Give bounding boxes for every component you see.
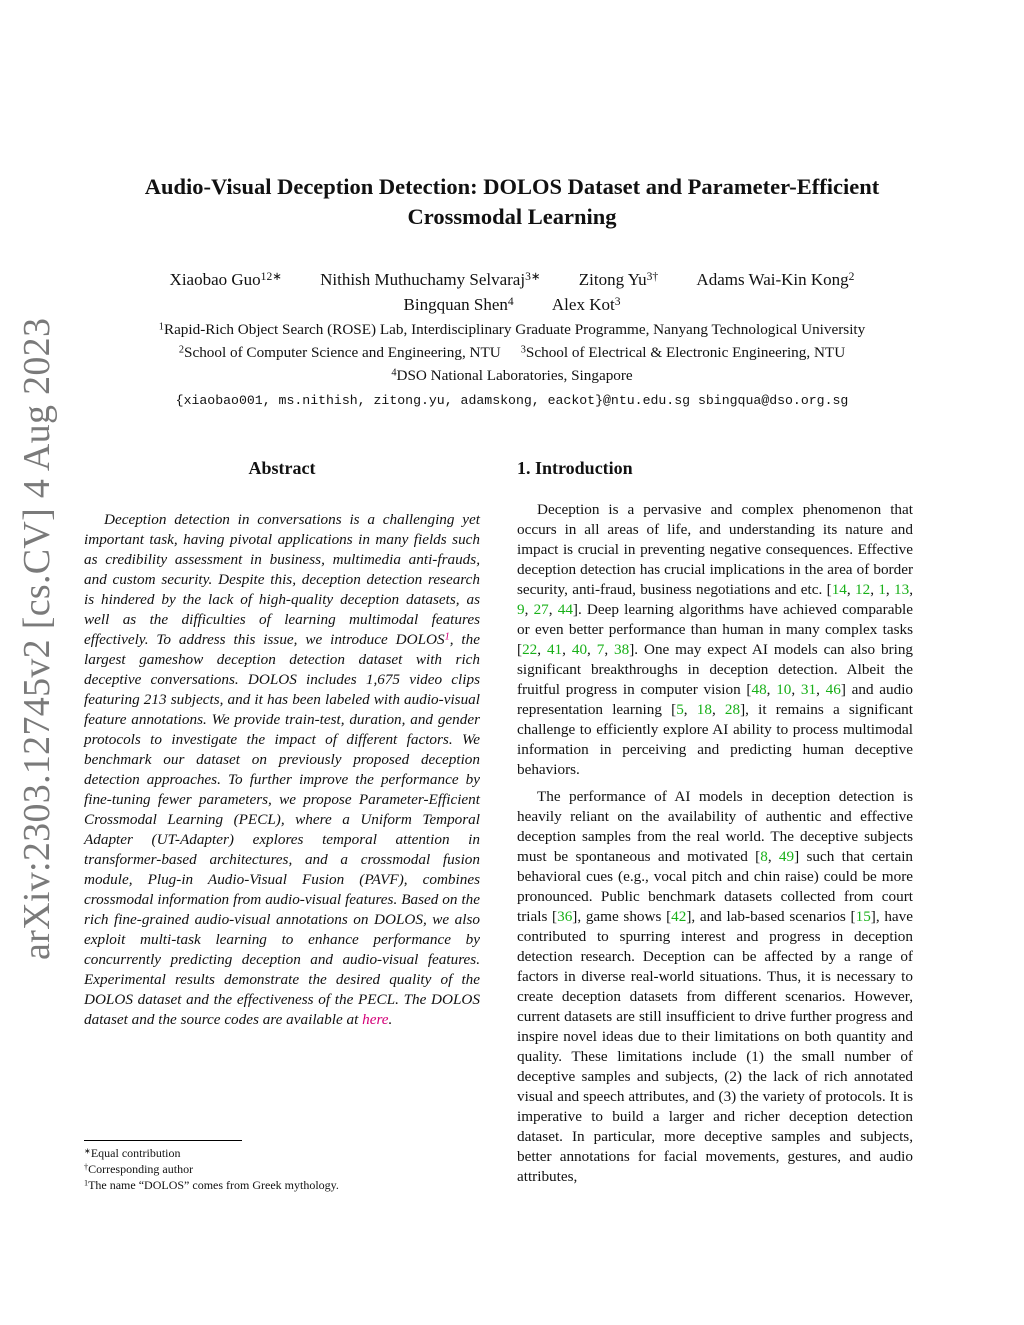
citation-link[interactable]: 13 bbox=[894, 581, 910, 598]
citation-link[interactable]: 28 bbox=[724, 701, 741, 718]
citation-link[interactable]: 9 bbox=[517, 601, 525, 618]
paragraph-text: , bbox=[885, 581, 895, 598]
citation-link[interactable]: 15 bbox=[855, 908, 871, 925]
affiliation: $^4$DSO National Laboratories, Singapore bbox=[391, 367, 633, 384]
citation-link[interactable]: 49 bbox=[778, 848, 795, 865]
author: Nithish Muthuchamy Selvaraj$^{3∗}$ bbox=[320, 269, 541, 289]
author-emails: {xiaobao001, ms.nithish, zitong.yu, adamskong, eackot}@ntu.edu.sg sbingqua@dso.org.sg bbox=[175, 393, 849, 408]
affiliation: $^3$School of Electrical & Electronic Engineering, NTU bbox=[520, 344, 846, 361]
footnote: $^1$The name “DOLOS” comes from Greek mythology. bbox=[84, 1178, 339, 1192]
author: Bingquan Shen$^4$ bbox=[403, 294, 514, 314]
paragraph-text: ] and audio representation learning [ bbox=[517, 681, 914, 718]
citation-link[interactable]: 22 bbox=[522, 641, 538, 658]
citation-link[interactable]: 36 bbox=[557, 908, 573, 925]
title-line: Crossmodal Learning bbox=[407, 204, 617, 229]
affiliation-line bbox=[80, 341, 944, 364]
affiliation: $^1$Rapid-Rich Object Search (ROSE) Lab, Interdisciplinary Graduate Programme, Nanyang Technological University bbox=[158, 321, 866, 338]
citation-link[interactable]: 48 bbox=[751, 681, 767, 698]
paragraph-text: ], game shows [ bbox=[572, 908, 672, 925]
footnotes bbox=[84, 1145, 480, 1193]
citation-link[interactable]: 18 bbox=[696, 701, 712, 718]
citation-link[interactable]: 44 bbox=[557, 601, 573, 618]
source-code-link[interactable]: here bbox=[362, 1011, 389, 1028]
paragraph-text: , bbox=[846, 581, 855, 598]
arxiv-identifier: arXiv:2303.12745v2 [cs.CV] 4 Aug 2023 bbox=[16, 317, 58, 960]
paper-title bbox=[90, 172, 934, 232]
citation-link[interactable]: 31 bbox=[800, 681, 817, 698]
author: Alex Kot$^3$ bbox=[551, 294, 621, 314]
citation-link[interactable]: 12 bbox=[855, 581, 871, 598]
citation-link[interactable]: 1 bbox=[878, 581, 886, 598]
paragraph-text: Deception is a pervasive and complex phenomenon that occurs in all areas of life, and understanding its nature and impact is crucial in preventing negative consequences. Effective deception detection has crucial implications in the area of border security, anti-fraud, business negotiations and etc. [ bbox=[517, 501, 913, 598]
citation-link[interactable]: 40 bbox=[571, 641, 588, 658]
citation-link[interactable]: 7 bbox=[596, 641, 605, 658]
author: Xiaobao Guo$^{12∗}$ bbox=[169, 269, 282, 289]
paragraph-text: , bbox=[870, 581, 879, 598]
paragraph-text: The performance of AI models in deception detection is heavily reliant on the availability of authentic and effective deception samples from the real world. The deceptive subjects must be spontaneous and motivated [ bbox=[517, 788, 913, 865]
abstract-text: Deception detection in conversations is a challenging yet important task, having pivotal applications in many fields such as credibility assessment in business, multimedia anti-frauds, and custom security. Despite this, deception detection research is hindered by the lack of high-quality deception datasets, as well as the difficulties of learning multimodal features effectively. To address this issue, we introduce DOLOS$^1$, the largest gameshow deception detection dataset with rich deceptive conversations. DOLOS includes 1,675 video clips featuring 213 subjects, and it has been labeled with audio-visual feature annotations. We provide train-test, duration, and gender protocols to investigate the impact of different factors. We benchmark our dataset on previously proposed deception detection approaches. To further improve the performance by fine-tuning fewer parameters, we propose Parameter-Efficient Crossmodal Learning (PECL), where a Uniform Temporal Adapter (UT-Adapter) explores temporal attention in transformer-based architectures, and a crossmodal fusion module, Plug-in Audio-Visual Fusion (PAVF), combines crossmodal information from audio-visual features. Based on the rich fine-grained audio-visual annotations on DOLOS, we also exploit multi-task learning to enhance performance by concurrently predicting deception and audio-visual features. Experimental results demonstrate the desired quality of the DOLOS dataset and the effectiveness of the PECL. The DOLOS dataset and the source codes are available at here. bbox=[84, 511, 480, 1028]
author: Zitong $Yu^{3\dagger}$ bbox=[578, 269, 659, 289]
footnote-divider bbox=[84, 1140, 242, 1141]
intro-paragraph bbox=[517, 500, 913, 780]
citation-link[interactable]: 8 bbox=[760, 848, 768, 865]
paragraph-text: ], and lab-based scenarios [ bbox=[686, 908, 856, 925]
citation-link[interactable]: 10 bbox=[776, 681, 792, 698]
paragraph-text: ], it remains a significant challenge to efficiently explore AI ability to process multimodal information in perceiving and predicting human deceptive behaviors. bbox=[517, 701, 913, 778]
citation-link[interactable]: 27 bbox=[533, 601, 549, 618]
author: Adams Wai-Kin Kong$^2$ bbox=[696, 269, 855, 289]
paragraph-text: , bbox=[791, 681, 801, 698]
section-heading: 1. Introduction bbox=[517, 458, 633, 478]
paragraph-text: , bbox=[909, 581, 914, 598]
intro-paragraph bbox=[517, 787, 913, 1187]
citation-link[interactable]: 38 bbox=[614, 641, 630, 658]
author-line bbox=[80, 293, 944, 317]
right-column bbox=[517, 456, 913, 1194]
citation-link[interactable]: 41 bbox=[546, 641, 563, 658]
paragraph-text: ]. Deep learning algorithms have achieved comparable or even better performance than human in many complex tasks [ bbox=[517, 601, 914, 658]
paragraph-text: ]. One may expect AI models can also bring significant breakthroughs in deception detection. Albeit the fruitful progress in computer vision [ bbox=[517, 641, 914, 698]
citation-link[interactable]: 46 bbox=[825, 681, 841, 698]
footnote: ∗Equal contribution bbox=[84, 1146, 181, 1160]
abstract-heading: Abstract bbox=[248, 458, 316, 478]
citation-link[interactable]: 14 bbox=[831, 581, 847, 598]
title-line: Audio-Visual Deception Detection: DOLOS Dataset and Parameter-Efficient bbox=[144, 174, 880, 199]
paragraph-text: , bbox=[711, 701, 725, 718]
paragraph-text: ] such that certain behavioral cues (e.g., vocal pitch and chin raise) could be more pronounced. Public benchmark datasets collected from court trials [ bbox=[517, 848, 914, 925]
paragraph-text: , bbox=[524, 601, 534, 618]
affiliation: $^2$School of Computer Science and Engineering, NTU bbox=[178, 344, 501, 361]
paragraph-text: , bbox=[548, 601, 558, 618]
paragraph-text: ], have contributed to spurring interest and progress in deception detection research. Deception can be affected by a range of factors in diverse real-world situations. Thus, it is necessary to create deception datasets from different scenarios. However, current datasets are still insufficient to drive further progress and inspire novel ideas due to their limitations on both quantity and quality. These limitations include (1) the small number of deceptive samples and subjects, (2) the lack of rich annotated visual and speech attributes, and (3) the variety of protocols. It is imperative to build a larger and richer deception detection dataset. In particular, more deceptive samples and subjects, better annotations for facial movements, gestures, and audio attributes, bbox=[517, 908, 913, 1185]
paragraph-text: , bbox=[816, 681, 826, 698]
paragraph-text: , bbox=[587, 641, 597, 658]
paragraph-text: , bbox=[767, 848, 779, 865]
citation-link[interactable]: 42 bbox=[671, 908, 687, 925]
author-line bbox=[80, 268, 944, 292]
footnote: †Corresponding author bbox=[84, 1162, 194, 1176]
paragraph-text: , bbox=[562, 641, 572, 658]
paragraph-text: , bbox=[683, 701, 697, 718]
paragraph-text: , bbox=[604, 641, 615, 658]
paragraph-text: , bbox=[766, 681, 777, 698]
footnote-marker[interactable]: 1 bbox=[444, 631, 450, 643]
paragraph-text: , bbox=[537, 641, 547, 658]
citation-link[interactable]: 5 bbox=[676, 701, 684, 718]
left-column bbox=[84, 456, 480, 1030]
